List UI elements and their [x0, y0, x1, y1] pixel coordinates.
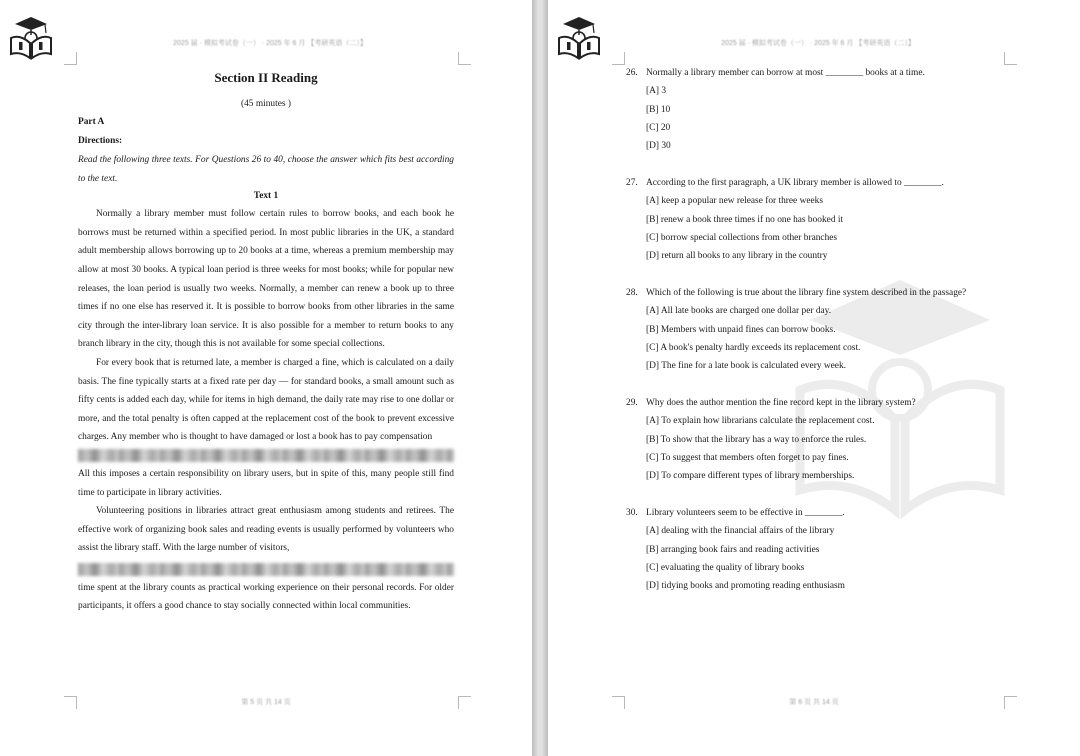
- obscured-text-strip: [78, 449, 454, 462]
- answer-option[interactable]: [D] The fine for a late book is calculated every week.: [646, 361, 846, 372]
- passage-paragraph: All this imposes a certain responsibility on library users, but in spite of this, many people still find time to participate in library activities.: [78, 468, 454, 498]
- answer-option[interactable]: [B] arranging book fairs and reading activities: [646, 544, 820, 555]
- question-stem: Which of the following is true about the library fine system described in the passage?: [646, 287, 967, 298]
- margin-mark: [64, 52, 77, 65]
- answer-option[interactable]: [B] renew a book three times if no one has booked it: [646, 214, 844, 225]
- passage-paragraph: Normally a library member must follow certain rules to borrow books, and each book he borrows must be returned within a specified period. In most public libraries in the UK, a standard adult membership allows borrowing up to 20 books at a time, whereas a premium membership may allow at most 30 books. A typical loan period is three weeks for most books; while for popular new releases, the loan period is usually two weeks. Normally, a member can renew a book up to three times if no one else has reserved it. It is possible to borrow books from other libraries in the same city through the inter-library loan service. It is also possible for a member to return books to any branch library in the city, though this is not available for some special collections.: [78, 209, 454, 350]
- answer-option[interactable]: [B] 10: [646, 104, 671, 115]
- answer-option[interactable]: [A] dealing with the financial affairs of the library: [646, 526, 835, 537]
- question-number: 27.: [626, 177, 638, 188]
- question-29: [626, 394, 1006, 485]
- directions-label: Directions:: [78, 136, 123, 146]
- text-title: Text 1: [253, 191, 279, 202]
- question-28: [626, 284, 1006, 375]
- answer-option[interactable]: [B] Members with unpaid fines can borrow books.: [646, 324, 836, 335]
- answer-option[interactable]: [A] To explain how librarians calculate the replacement cost.: [646, 416, 875, 427]
- question-stem: Why does the author mention the fine record kept in the library system?: [646, 397, 916, 408]
- question-number: 30.: [626, 507, 638, 518]
- margin-mark: [612, 52, 625, 65]
- page-footer: 第 5 页 共 14 页: [241, 699, 291, 706]
- question-27: [626, 174, 1006, 265]
- page-gutter: [532, 0, 548, 756]
- margin-mark: [458, 696, 471, 709]
- margin-mark: [458, 52, 471, 65]
- margin-mark: [612, 696, 625, 709]
- margin-mark: [64, 696, 77, 709]
- answer-option[interactable]: [A] All late books are charged one dollar per day.: [646, 306, 832, 317]
- reading-passage: [78, 68, 454, 616]
- passage-paragraph: time spent at the library counts as practical working experience on their personal records. For older participants, it offers a good chance to stay socially connected within local communities.: [78, 582, 454, 612]
- running-header: 2025 届 · 模拟考试卷（一） · 2025 年 6 月 【考研英语（二）】: [721, 40, 915, 47]
- answer-option[interactable]: [C] evaluating the quality of library books: [646, 562, 805, 573]
- answer-option[interactable]: [C] borrow special collections from other branches: [646, 232, 838, 243]
- question-stem: According to the first paragraph, a UK library member is allowed to ________.: [646, 177, 944, 188]
- section-title: Section II Reading: [214, 70, 318, 85]
- answer-option[interactable]: [D] 30: [646, 141, 671, 152]
- passage-paragraph: For every book that is returned late, a member is charged a fine, which is calculated on a daily basis. The fine typically starts at a fixed rate per day — for standard books, a small amount such as fifty cents is added each day, while for items in high demand, the daily rate may rise to one dollar or more, and the total penalty is often capped at the replacement cost of the book to prevent excessive charges. Any member who is thought to have damaged or lost a book has to pay compensation: [78, 357, 454, 443]
- answer-option[interactable]: [D] tidying books and promoting reading enthusiasm: [646, 581, 845, 592]
- question-list: [626, 64, 1006, 614]
- part-label: Part A: [78, 117, 105, 127]
- answer-option[interactable]: [C] To suggest that members often forget to pay fines.: [646, 452, 849, 463]
- question-stem: Normally a library member can borrow at most ________ books at a time.: [646, 68, 925, 78]
- reading-student-logo-icon: [6, 14, 56, 62]
- answer-option[interactable]: [C] 20: [646, 122, 671, 133]
- time-allotted: (45 minutes ): [241, 99, 291, 109]
- answer-option[interactable]: [D] return all books to any library in the country: [646, 251, 828, 262]
- question-30: [626, 504, 1006, 595]
- passage-paragraph: Volunteering positions in libraries attract great enthusiasm among students and retirees. The effective work of organizing book sales and reading events is usually performed by volunteers who assist the library staff. With the large number of visitors,: [78, 506, 454, 554]
- answer-option[interactable]: [A] 3: [646, 86, 667, 97]
- answer-option[interactable]: [A] keep a popular new release for three weeks: [646, 196, 823, 207]
- question-number: 29.: [626, 397, 638, 408]
- answer-option[interactable]: [D] To compare different types of library memberships.: [646, 471, 855, 482]
- answer-option[interactable]: [B] To show that the library has a way to enforce the rules.: [646, 434, 867, 445]
- obscured-text-strip: [78, 563, 454, 576]
- margin-mark: [1004, 696, 1017, 709]
- page-footer: 第 6 页 共 14 页: [789, 699, 839, 706]
- answer-option[interactable]: [C] A book's penalty hardly exceeds its replacement cost.: [646, 342, 861, 353]
- directions-text: Read the following three texts. For Questions 26 to 40, choose the answer which fits best according to the text.: [78, 155, 454, 184]
- question-stem: Library volunteers seem to be effective in ________.: [646, 507, 845, 518]
- running-header: 2025 届 · 模拟考试卷（一） · 2025 年 6 月 【考研英语（二）】: [173, 40, 367, 47]
- reading-student-logo-icon: [554, 14, 604, 62]
- question-26: [626, 64, 1006, 155]
- question-number: 28.: [626, 287, 638, 298]
- question-number: 26.: [626, 68, 638, 78]
